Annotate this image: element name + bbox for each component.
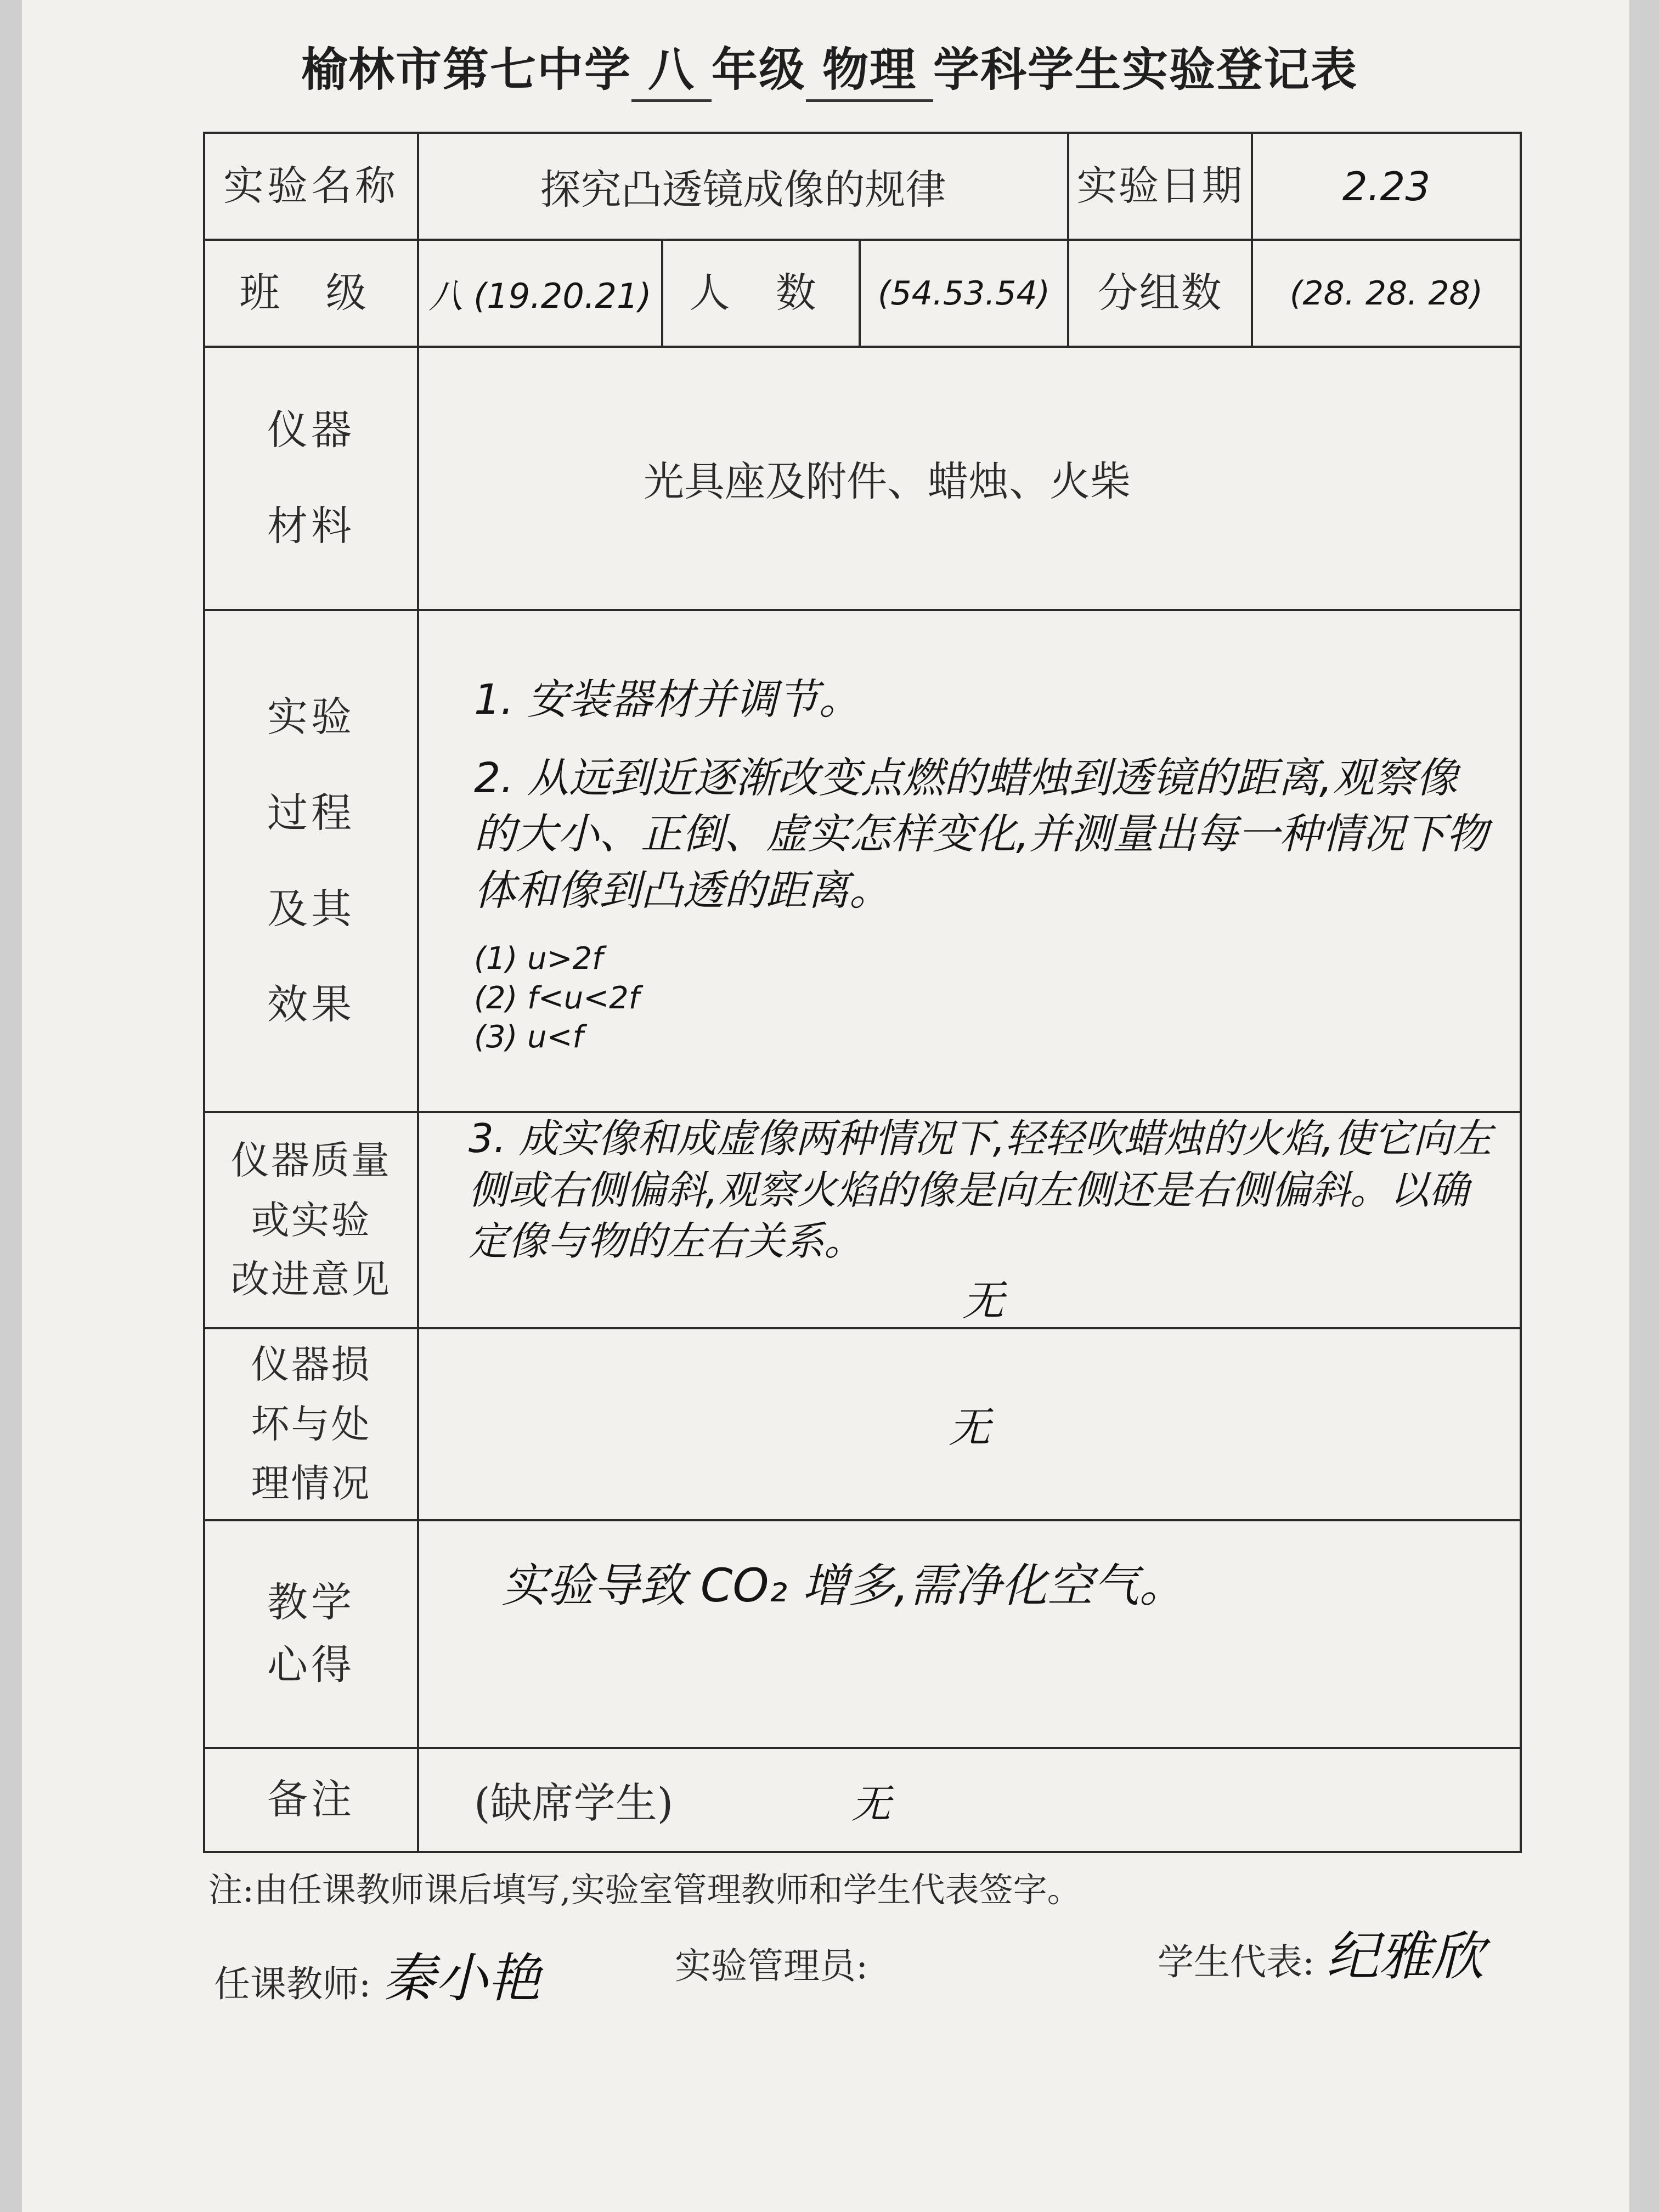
table-row	[204, 610, 1521, 1112]
teaching-value: 实验导致 CO₂ 增多,需净化空气。	[418, 1520, 1521, 1748]
table-row	[204, 1112, 1521, 1328]
process-label-line: 过程	[267, 789, 355, 837]
process-step: 1. 安装器材并调节。	[474, 675, 861, 724]
materials-label	[204, 347, 418, 610]
experiment-name-label: 实验名称	[204, 133, 418, 240]
table-row	[204, 240, 1521, 347]
process-sub-step: (2) f<u<2f	[474, 980, 640, 1016]
teacher-signature-field	[214, 1937, 540, 2012]
footer-note: 注:由任课教师课后填写,实验室管理教师和学生代表签字。	[208, 1870, 1081, 1910]
quality-value-cell	[418, 1112, 1521, 1328]
damage-value: 无	[418, 1328, 1521, 1520]
subject-value: 物理	[806, 33, 933, 102]
process-sub-step: (3) u<f	[474, 1019, 584, 1055]
remarks-cell	[418, 1748, 1521, 1852]
groups-value: (28. 28. 28)	[1252, 240, 1521, 347]
teaching-label-line: 心得	[267, 1641, 355, 1689]
remarks-prefix: (缺席学生)	[474, 1779, 674, 1828]
admin-signature-field	[675, 1937, 868, 1989]
student-signature: 纪雅欣	[1326, 1926, 1485, 1987]
damage-label	[204, 1328, 418, 1520]
teacher-label: 任课教师:	[214, 1963, 371, 2005]
admin-label: 实验管理员:	[675, 1945, 868, 1987]
process-label-line: 实验	[267, 693, 355, 741]
date-value: 2.23	[1252, 133, 1521, 240]
materials-label-line: 材料	[267, 503, 355, 550]
table-row	[204, 1520, 1521, 1748]
experiment-name-value: 探究凸透镜成像的规律	[418, 133, 1068, 240]
process-value	[418, 610, 1521, 1112]
process-sub-step: (1) u>2f	[474, 941, 603, 977]
process-label	[204, 610, 418, 1112]
groups-label: 分组数	[1068, 240, 1252, 347]
quality-label-line: 仪器质量	[231, 1138, 391, 1183]
student-signature-field	[1158, 1915, 1484, 1990]
process-step: 2. 从远到近逐渐改变点燃的蜡烛到透镜的距离,观察像的大小、正倒、虚实怎样变化,并测量出每一种情况下物体和像到凸透的距离。	[474, 753, 1488, 915]
damage-label-line: 仪器损	[251, 1342, 371, 1387]
quality-label-line: 改进意见	[231, 1257, 391, 1302]
process-label-line: 效果	[267, 981, 355, 1029]
grade-label: 年级	[711, 43, 806, 97]
grade-value: 八	[631, 33, 712, 102]
count-label: 人 数	[662, 240, 860, 347]
quality-label-line: 或实验	[251, 1197, 371, 1243]
remarks-value: 无	[851, 1781, 891, 1827]
damage-label-line: 理情况	[251, 1461, 371, 1506]
form-title	[0, 33, 1659, 102]
school-name: 榆林市第七中学	[301, 43, 631, 97]
quality-label	[204, 1112, 418, 1328]
table-row	[204, 1328, 1521, 1520]
quality-value: 无	[962, 1276, 1004, 1325]
student-label: 学生代表:	[1158, 1941, 1315, 1983]
class-label: 班 级	[204, 240, 418, 347]
teacher-signature: 秦小艳	[382, 1948, 541, 2009]
title-suffix: 学科学生实验登记表	[933, 43, 1358, 97]
table-row	[204, 1748, 1521, 1852]
process-step: 3. 成实像和成虚像两种情况下,轻轻吹蜡烛的火焰,使它向左侧或右侧偏斜,观察火焰的像是向左侧还是右侧偏斜。以确定像与物的左右关系。	[469, 1115, 1492, 1265]
table-row	[204, 133, 1521, 240]
remarks-label: 备注	[204, 1748, 418, 1852]
process-label-line: 及其	[267, 885, 355, 933]
damage-label-line: 坏与处	[251, 1401, 371, 1447]
date-label: 实验日期	[1068, 133, 1252, 240]
teaching-label	[204, 1520, 418, 1748]
materials-label-line: 仪器	[267, 407, 355, 454]
class-value: 八 (19.20.21)	[418, 240, 662, 347]
table-row	[204, 347, 1521, 610]
teaching-label-line: 教学	[267, 1578, 355, 1626]
materials-value: 光具座及附件、蜡烛、火柴	[418, 347, 1521, 610]
count-value: (54.53.54)	[860, 240, 1068, 347]
experiment-record-table	[203, 132, 1522, 1853]
